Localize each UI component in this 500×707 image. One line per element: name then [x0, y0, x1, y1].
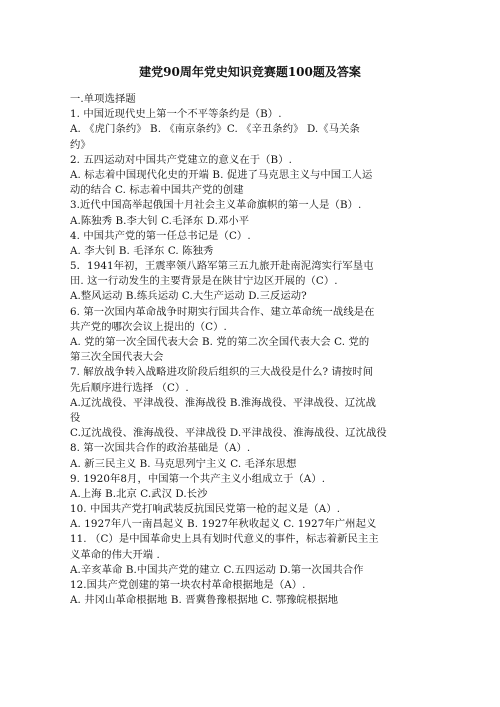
question-line: 11. （C）是中国革命史上具有划时代意义的事件，标志着新民主主 [70, 533, 379, 546]
question-line: 2. 五四运动对中国共产党建立的意义在于（B）. [70, 153, 292, 166]
question-line: 10. 中国共产党打响武装反抗国民党第一枪的起义是（A）. [70, 503, 341, 516]
answer-options-line: A. 1927年八一南昌起义 B. 1927年秋收起义 C. 1927年广州起义 [70, 518, 377, 531]
question-line: 4. 中国共产党的第一任总书记是（C）. [70, 229, 251, 242]
answer-options-line: A. 李大钊 B. 毛泽东 C. 陈独秀 [70, 244, 214, 257]
document-body [70, 92, 435, 608]
question-line: 6. 第一次国内革命战争时期实行国共合作、建立革命统一战线是在 [70, 305, 375, 318]
document-title: 建党90周年党史知识竞赛题100题及答案 [139, 65, 361, 79]
question-line: 7. 解放战争转入战略进攻阶段后组织的三大战役是什么? 请按时间 [70, 366, 374, 379]
answer-options-line: A.辽沈战役、平津战役、淮海战役 B.淮海战役、平津战役、辽沈战 [70, 396, 377, 409]
question-line: 8. 第一次国共合作的政治基础是（A）. [70, 442, 251, 455]
answer-options-line: C.辽沈战役、淮海战役、平津战役 D.平津战役、淮海战役、辽沈战役 [70, 427, 387, 440]
question-line: 1. 中国近现代史上第一个不平等条约是（B）. [70, 108, 282, 121]
question-line: 3.近代中国高举起俄国十月社会主义革命旗帜的第一人是（B）. [70, 199, 362, 212]
answer-options-line: A. 新三民主义 B. 马克思列宁主义 C. 毛泽东思想 [70, 457, 297, 470]
question-line: 先后顺序进行选择 （C）. [70, 381, 189, 394]
section-heading: 一.单项选择题 [70, 93, 136, 105]
answer-options-line: A. 井冈山革命根据地 B. 晋冀鲁豫根据地 C. 鄂豫皖根据地 [70, 594, 339, 607]
answer-options-line: A. 标志着中国现代化史的开端 B. 促进了马克思主义与中国工人运 [70, 168, 373, 181]
answer-options-line: 约》 [70, 138, 91, 151]
question-line: 义革命的伟大开端 . [70, 548, 160, 561]
question-line: 共产党的哪次会议上提出的（C）. [70, 320, 227, 333]
answer-options-line: 役 [70, 411, 81, 424]
answer-options-line: A. 党的第一次全国代表大会 B. 党的第二次全国代表大会 C. 党的 [70, 336, 370, 348]
answer-options-line: A.整风运动 B.练兵运动 C.大生产运动 D.三反运动? [70, 290, 307, 303]
answer-options-line: A.辛亥革命 B.中国共产党的建立 C.五四运动 D.第一次国共合作 [70, 563, 364, 576]
question-line: 5．1941年初，王震率领八路军第三五九旅开赴南泥湾实行军垦屯 [70, 260, 374, 273]
answer-options-line: A.陈独秀 B.李大钊 C.毛泽东 D.邓小平 [70, 214, 250, 227]
answer-options-line: 动的结合 C. 标志着中国共产党的创建 [70, 184, 244, 197]
question-line: 12.国共产党创建的第一块农村革命根据地是（A）. [70, 579, 306, 591]
answer-options-line: 第三次全国代表大会 [70, 351, 164, 364]
answer-options-line: A.上海 B.北京 C.武汉 D.长沙 [70, 487, 208, 500]
answer-options-line: A. 《虎门条约》 B. 《南京条约》C. 《辛丑条约》 D.《马关条 [70, 123, 360, 136]
question-line: 9. 1920年8月，中国第一个共产主义小组成立于（A）. [70, 472, 326, 485]
question-line: 田. 这一行动发生的主要背景是在陕甘宁边区开展的（C）. [70, 275, 338, 288]
